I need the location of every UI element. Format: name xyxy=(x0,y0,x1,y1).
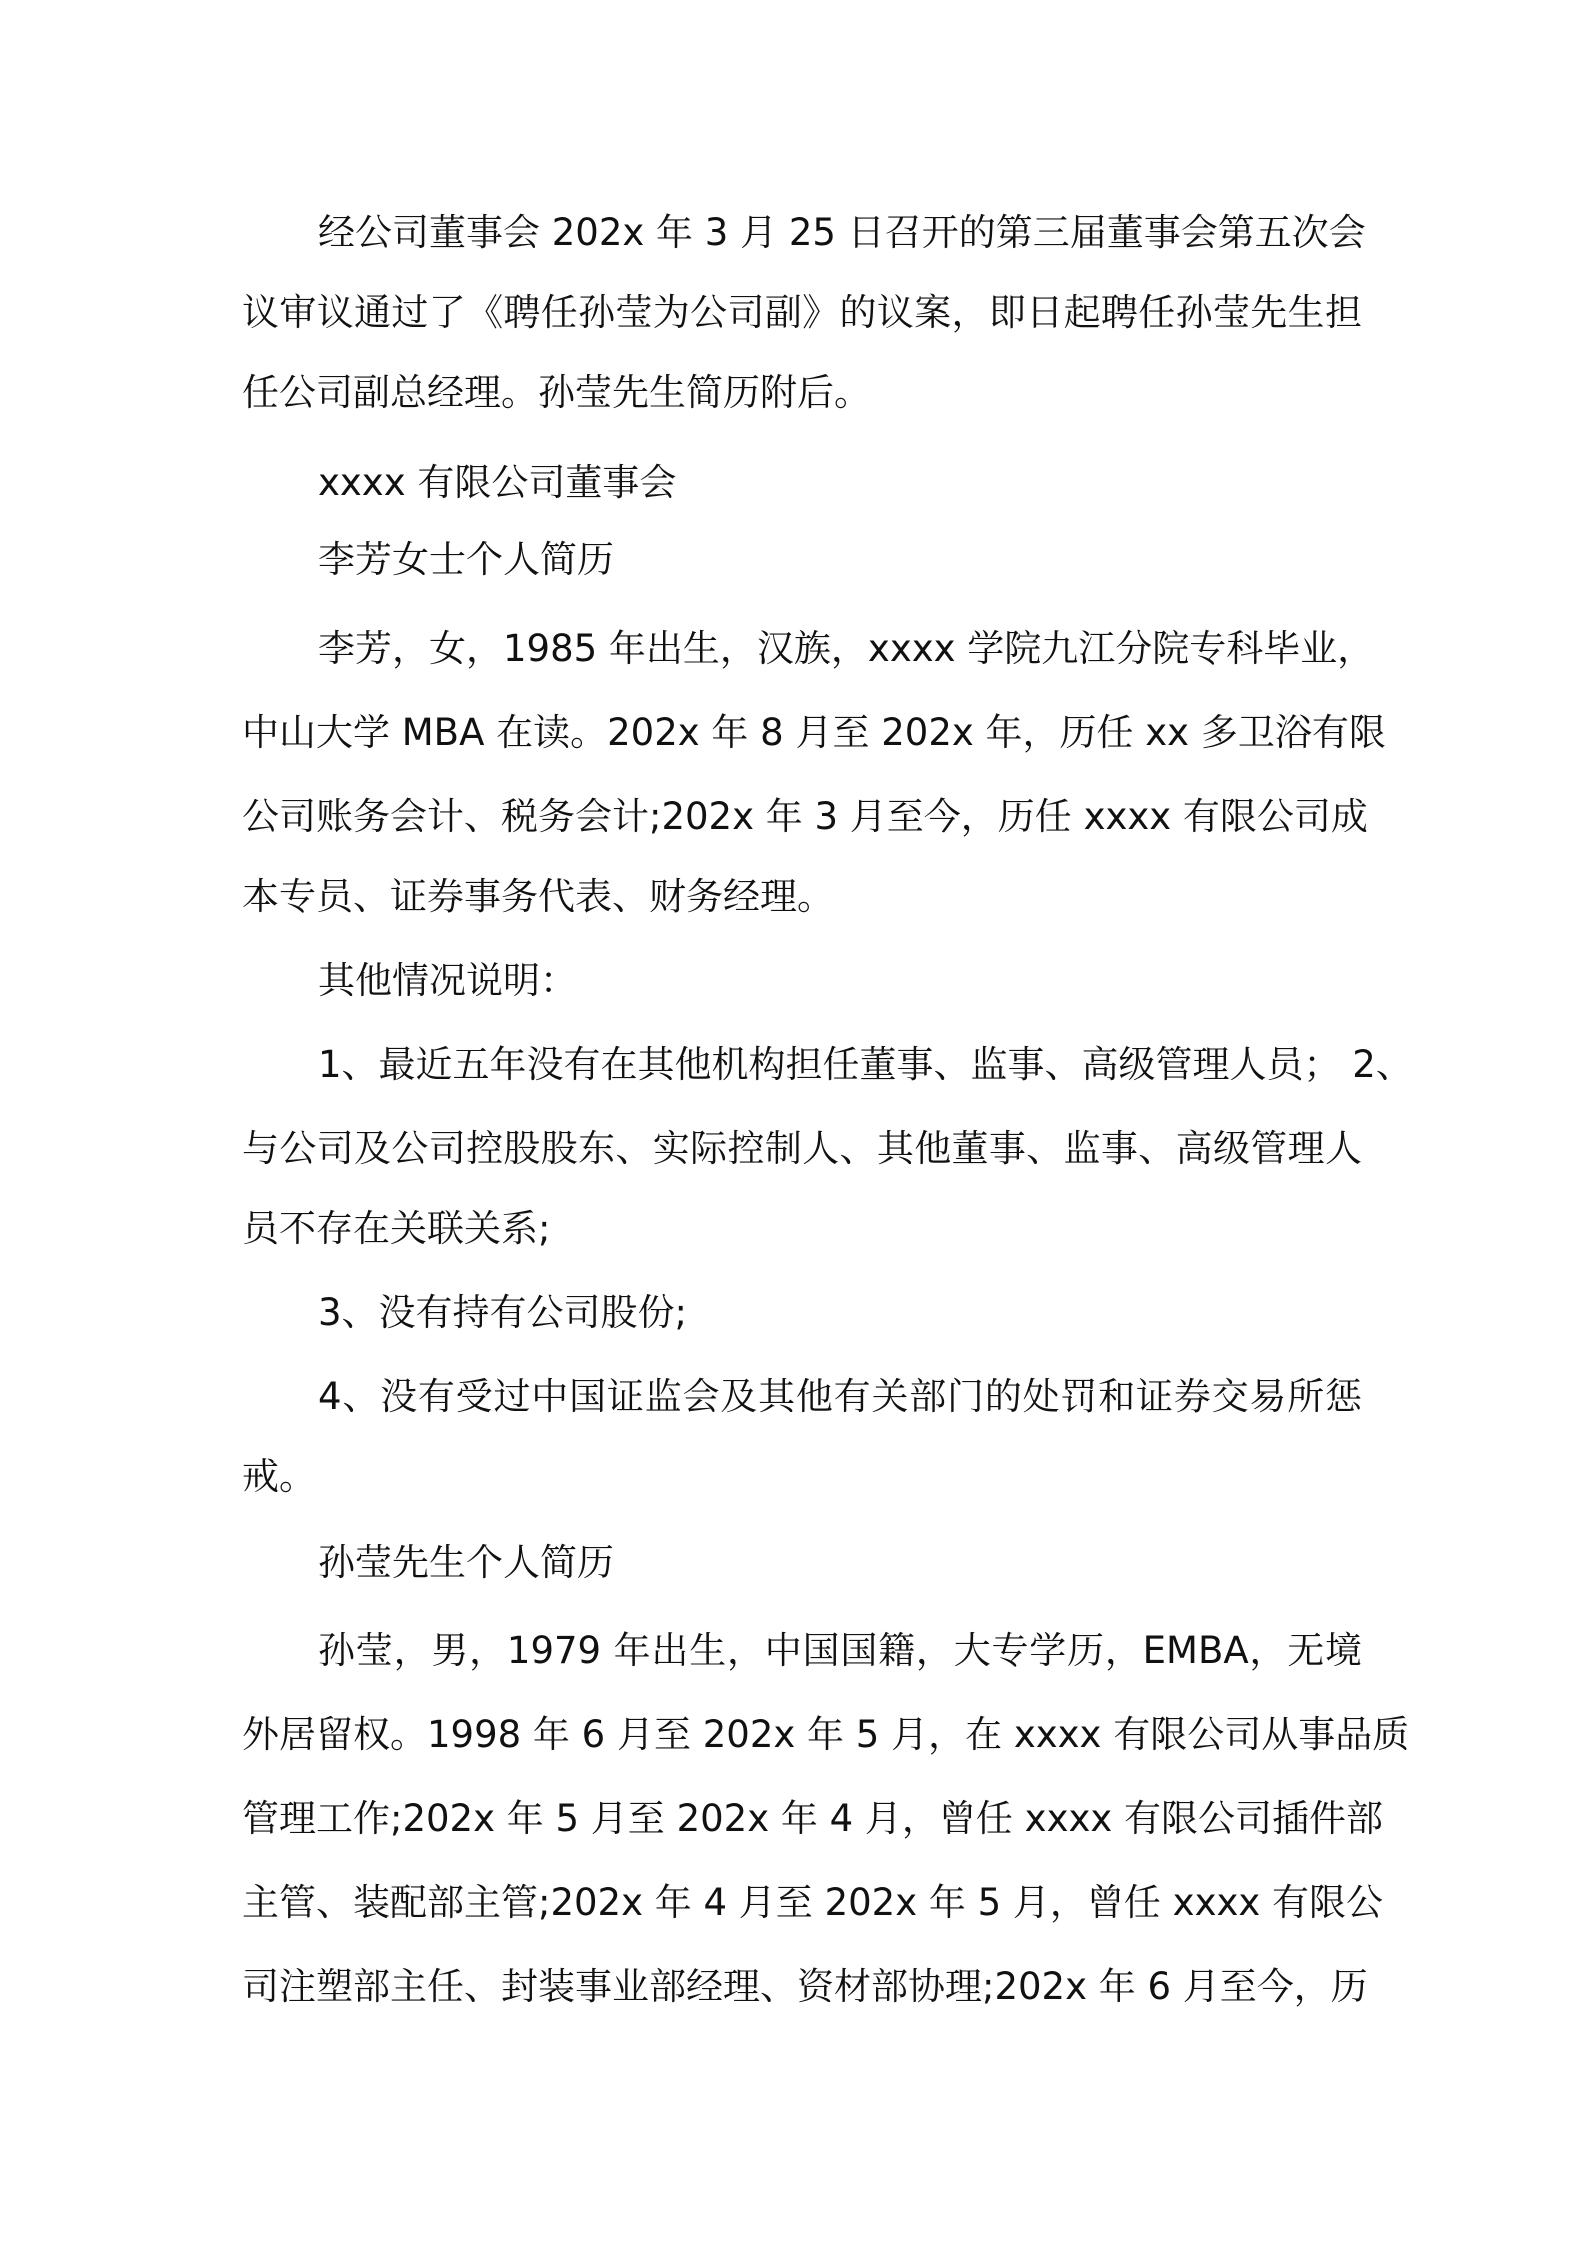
paragraph-line: 中山大学 MBA 在读。202x 年 8 月至 202x 年，历任 xx 多卫浴有限 xyxy=(242,711,1386,754)
signature-line: xxxx 有限公司董事会 xyxy=(318,461,677,504)
paragraph-line: 管理工作;202x 年 5 月至 202x 年 4 月，曾任 xxxx 有限公司插件部 xyxy=(242,1797,1384,1840)
paragraph-line: 经公司董事会 202x 年 3 月 25 日召开的第三届董事会第五次会 xyxy=(318,211,1366,254)
paragraph-line: 孙莹，男，1979 年出生，中国国籍，大专学历，EMBA，无境 xyxy=(318,1629,1362,1672)
list-item: 1、最近五年没有在其他机构担任董事、监事、高级管理人员； 2、 xyxy=(318,1043,1413,1086)
paragraph-line: 议审议通过了《聘任孙莹为公司副》的议案，即日起聘任孙莹先生担 xyxy=(242,291,1362,334)
list-item: 戒。 xyxy=(242,1455,316,1498)
paragraph-line: 外居留权。1998 年 6 月至 202x 年 5 月，在 xxxx 有限公司从事品质 xyxy=(242,1713,1410,1756)
list-item: 员不存在关联关系; xyxy=(242,1207,551,1250)
section-heading: 李芳女士个人简历 xyxy=(318,538,614,581)
paragraph-line: 李芳，女，1985 年出生，汉族，xxxx 学院九江分院专科毕业， xyxy=(318,627,1375,670)
section-heading: 其他情况说明： xyxy=(318,959,577,1002)
list-item: 4、没有受过中国证监会及其他有关部门的处罚和证券交易所惩 xyxy=(318,1375,1362,1418)
paragraph-line: 本专员、证券事务代表、财务经理。 xyxy=(242,875,834,918)
list-item: 3、没有持有公司股份; xyxy=(318,1291,688,1334)
list-item: 与公司及公司控股股东、实际控制人、其他董事、监事、高级管理人 xyxy=(242,1127,1362,1170)
paragraph-line: 任公司副总经理。孙莹先生简历附后。 xyxy=(242,371,871,414)
paragraph-line: 司注塑部主任、封装事业部经理、资材部协理;202x 年 6 月至今，历 xyxy=(242,1965,1368,2008)
paragraph-line: 主管、装配部主管;202x 年 4 月至 202x 年 5 月，曾任 xxxx 有限公 xyxy=(242,1881,1384,1924)
section-heading: 孙莹先生个人简历 xyxy=(318,1541,614,1584)
paragraph-line: 公司账务会计、税务会计;202x 年 3 月至今，历任 xxxx 有限公司成 xyxy=(242,795,1368,838)
